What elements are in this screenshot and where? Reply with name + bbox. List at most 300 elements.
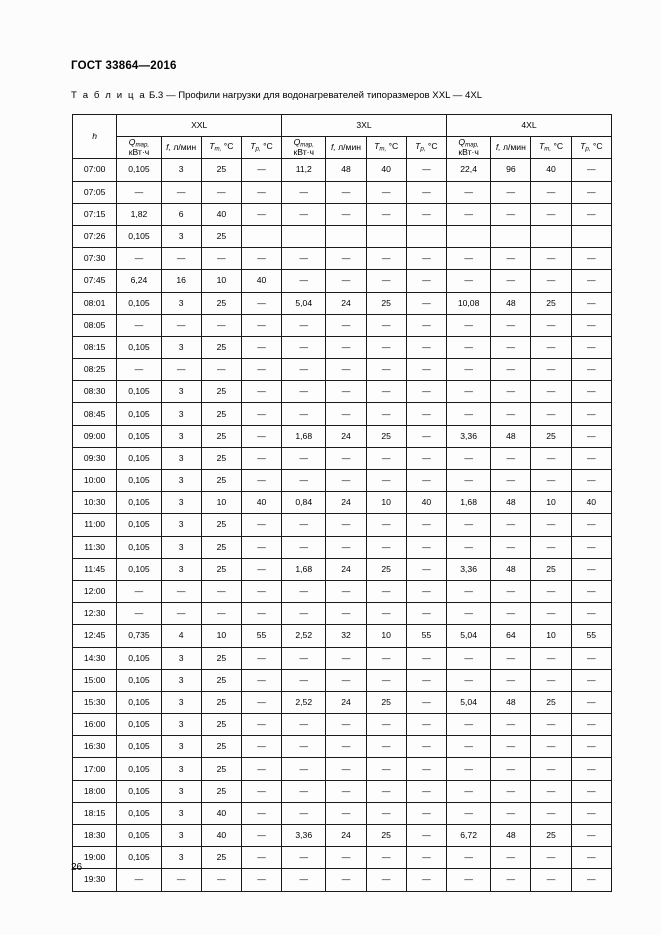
cell-x4-2: — [531, 869, 571, 891]
cell-x4-2: — [531, 403, 571, 425]
cell-x4-2: — [531, 603, 571, 625]
cell-x4-1: — [491, 403, 531, 425]
cell-xxl-0: 0,105 [117, 669, 161, 691]
cell-xxl-1: 3 [161, 292, 201, 314]
cell-x4-1: 48 [491, 292, 531, 314]
column-header-f-4xl: f, л/мин [491, 137, 531, 159]
cell-x4-3: — [571, 359, 611, 381]
cell-x4-1: — [491, 514, 531, 536]
cell-x3-1: — [326, 359, 366, 381]
group-header-4xl: 4XL [446, 115, 611, 137]
cell-x3-3: — [406, 691, 446, 713]
cell-x3-3: — [406, 669, 446, 691]
cell-x4-3: — [571, 714, 611, 736]
cell-time: 08:15 [73, 336, 117, 358]
cell-x3-2: 25 [366, 425, 406, 447]
table-row [73, 470, 612, 492]
cell-x3-3: — [406, 292, 446, 314]
cell-x4-2: — [531, 248, 571, 270]
cell-xxl-2: 25 [201, 336, 241, 358]
cell-x4-3 [571, 225, 611, 247]
cell-x3-1: — [326, 314, 366, 336]
cell-x4-0: 1,68 [446, 492, 490, 514]
cell-xxl-1: 6 [161, 203, 201, 225]
cell-x3-2: — [366, 603, 406, 625]
column-header-tm-3xl: $T_{m,}$ °C [366, 137, 406, 159]
cell-xxl-2: 25 [201, 847, 241, 869]
cell-x4-0: — [446, 714, 490, 736]
cell-x3-0: 0,84 [282, 492, 326, 514]
cell-x4-2: — [531, 359, 571, 381]
cell-xxl-0: — [117, 580, 161, 602]
table-row [73, 780, 612, 802]
cell-x3-1: — [326, 869, 366, 891]
cell-xxl-3: 40 [241, 270, 281, 292]
cell-x3-0: — [282, 580, 326, 602]
cell-time: 08:25 [73, 359, 117, 381]
cell-x4-2: — [531, 669, 571, 691]
cell-xxl-1: 3 [161, 847, 201, 869]
cell-x4-1: — [491, 714, 531, 736]
cell-xxl-3: 40 [241, 492, 281, 514]
cell-x4-2: — [531, 314, 571, 336]
cell-xxl-1: — [161, 580, 201, 602]
cell-x4-0: — [446, 403, 490, 425]
cell-x4-2: — [531, 780, 571, 802]
cell-xxl-1: 3 [161, 758, 201, 780]
cell-xxl-0: 0,105 [117, 714, 161, 736]
cell-x3-3: — [406, 758, 446, 780]
cell-xxl-1: 3 [161, 825, 201, 847]
cell-time: 09:00 [73, 425, 117, 447]
cell-x3-1: 24 [326, 292, 366, 314]
page-number: 26 [71, 862, 83, 873]
cell-xxl-0: 0,105 [117, 381, 161, 403]
cell-x3-2: — [366, 847, 406, 869]
cell-x3-2 [366, 225, 406, 247]
cell-xxl-2: — [201, 181, 241, 203]
table-row [73, 647, 612, 669]
table-row [73, 802, 612, 824]
cell-x3-0: — [282, 647, 326, 669]
cell-x3-0: — [282, 270, 326, 292]
cell-xxl-3: — [241, 647, 281, 669]
cell-x3-1: — [326, 802, 366, 824]
cell-time: 12:45 [73, 625, 117, 647]
cell-x3-0: — [282, 847, 326, 869]
cell-x4-2: 25 [531, 825, 571, 847]
cell-x4-2: — [531, 514, 571, 536]
cell-x4-2: 25 [531, 691, 571, 713]
cell-x3-1: — [326, 447, 366, 469]
cell-x4-2: — [531, 447, 571, 469]
table-row [73, 225, 612, 247]
cell-xxl-2: 25 [201, 758, 241, 780]
cell-xxl-3: — [241, 669, 281, 691]
cell-x4-2: 10 [531, 492, 571, 514]
cell-x4-0: — [446, 536, 490, 558]
table-row [73, 270, 612, 292]
table-row [73, 536, 612, 558]
cell-xxl-3: — [241, 780, 281, 802]
cell-time: 08:30 [73, 381, 117, 403]
cell-x3-1: — [326, 248, 366, 270]
cell-xxl-2: — [201, 314, 241, 336]
cell-x3-3: — [406, 780, 446, 802]
cell-time: 07:15 [73, 203, 117, 225]
cell-xxl-3: 55 [241, 625, 281, 647]
cell-xxl-1: — [161, 869, 201, 891]
cell-x3-1: — [326, 847, 366, 869]
cell-x4-1: — [491, 780, 531, 802]
cell-xxl-2: — [201, 580, 241, 602]
cell-x3-0 [282, 225, 326, 247]
cell-x3-1: — [326, 403, 366, 425]
cell-xxl-2: 10 [201, 625, 241, 647]
table-row [73, 691, 612, 713]
cell-x4-3: — [571, 691, 611, 713]
cell-xxl-3: — [241, 736, 281, 758]
cell-x3-1: — [326, 714, 366, 736]
cell-x3-2: — [366, 780, 406, 802]
cell-x3-0: — [282, 514, 326, 536]
cell-x4-1: — [491, 447, 531, 469]
cell-x4-0 [446, 225, 490, 247]
table-row [73, 248, 612, 270]
cell-x3-2: — [366, 514, 406, 536]
cell-x4-3: — [571, 758, 611, 780]
cell-x4-2: — [531, 203, 571, 225]
cell-x4-3: — [571, 314, 611, 336]
cell-xxl-1: 3 [161, 403, 201, 425]
cell-x3-0: — [282, 359, 326, 381]
cell-x4-0: — [446, 802, 490, 824]
cell-xxl-2: — [201, 869, 241, 891]
cell-x4-3: — [571, 159, 611, 181]
cell-x4-0: 22,4 [446, 159, 490, 181]
cell-xxl-0: — [117, 181, 161, 203]
cell-xxl-1: 3 [161, 780, 201, 802]
cell-time: 09:30 [73, 447, 117, 469]
cell-x3-3: — [406, 514, 446, 536]
table-caption-number: Б.3 [148, 90, 164, 101]
cell-x4-0: 5,04 [446, 625, 490, 647]
cell-x3-0: 5,04 [282, 292, 326, 314]
cell-x4-1: — [491, 270, 531, 292]
cell-x3-2: 10 [366, 625, 406, 647]
cell-time: 19:30 [73, 869, 117, 891]
cell-xxl-0: 0,105 [117, 159, 161, 181]
cell-x3-2: — [366, 869, 406, 891]
cell-x3-0: — [282, 714, 326, 736]
cell-x4-0: — [446, 336, 490, 358]
cell-xxl-3: — [241, 159, 281, 181]
group-header-3xl: 3XL [282, 115, 447, 137]
cell-x4-3: — [571, 736, 611, 758]
cell-time: 15:30 [73, 691, 117, 713]
cell-x4-3: — [571, 802, 611, 824]
cell-x4-1: 48 [491, 558, 531, 580]
cell-x3-3: — [406, 869, 446, 891]
table-body [73, 159, 612, 891]
cell-x4-2: — [531, 847, 571, 869]
cell-xxl-3: — [241, 403, 281, 425]
column-header-tp-xxl: $T_{p,}$ °C [241, 137, 281, 159]
cell-xxl-0: 0,105 [117, 647, 161, 669]
cell-x4-3: — [571, 536, 611, 558]
cell-x3-3: — [406, 736, 446, 758]
cell-xxl-3: — [241, 536, 281, 558]
cell-time: 11:45 [73, 558, 117, 580]
cell-xxl-0: — [117, 359, 161, 381]
cell-x4-1: — [491, 580, 531, 602]
cell-x3-0: 11,2 [282, 159, 326, 181]
cell-xxl-3: — [241, 603, 281, 625]
cell-x4-0: — [446, 248, 490, 270]
cell-x4-2: 25 [531, 425, 571, 447]
cell-x3-0: — [282, 181, 326, 203]
cell-x3-0: — [282, 203, 326, 225]
cell-x4-3: — [571, 470, 611, 492]
cell-x4-0: — [446, 181, 490, 203]
cell-time: 08:01 [73, 292, 117, 314]
cell-x4-1: — [491, 248, 531, 270]
cell-x4-3: — [571, 780, 611, 802]
cell-xxl-0: 0,735 [117, 625, 161, 647]
cell-x3-3: — [406, 714, 446, 736]
cell-x3-2: 25 [366, 292, 406, 314]
cell-x3-3: — [406, 603, 446, 625]
cell-xxl-1: 3 [161, 470, 201, 492]
cell-xxl-3: — [241, 869, 281, 891]
column-header-q-xxl: $Q_{тар,}$ кВт·ч [117, 137, 161, 159]
cell-xxl-1: 3 [161, 225, 201, 247]
cell-xxl-1: 16 [161, 270, 201, 292]
table-caption-text: — Профили нагрузки для водонагревателей типоразмеров XXL — 4XL [165, 90, 483, 101]
cell-x3-2: 25 [366, 691, 406, 713]
cell-x4-3: — [571, 336, 611, 358]
cell-x4-0: — [446, 514, 490, 536]
table-row [73, 181, 612, 203]
cell-xxl-1: 3 [161, 714, 201, 736]
cell-x3-2: — [366, 758, 406, 780]
table-row [73, 381, 612, 403]
cell-x4-2: — [531, 758, 571, 780]
cell-xxl-2: 25 [201, 514, 241, 536]
table-row [73, 558, 612, 580]
cell-time: 07:45 [73, 270, 117, 292]
cell-x3-1: — [326, 381, 366, 403]
cell-x3-2: — [366, 203, 406, 225]
cell-xxl-2: 25 [201, 736, 241, 758]
cell-x4-0: — [446, 447, 490, 469]
cell-x3-2: — [366, 647, 406, 669]
cell-xxl-2: 25 [201, 536, 241, 558]
cell-xxl-2: 25 [201, 558, 241, 580]
cell-xxl-3: — [241, 203, 281, 225]
cell-time: 11:30 [73, 536, 117, 558]
cell-time: 07:26 [73, 225, 117, 247]
cell-x3-0: — [282, 336, 326, 358]
cell-time: 10:30 [73, 492, 117, 514]
cell-xxl-1: 3 [161, 691, 201, 713]
cell-x4-0: — [446, 780, 490, 802]
cell-xxl-2: 25 [201, 425, 241, 447]
cell-x4-2: — [531, 580, 571, 602]
cell-xxl-1: 3 [161, 425, 201, 447]
column-header-time: h [73, 115, 117, 159]
cell-x3-1: — [326, 536, 366, 558]
cell-x4-1: 96 [491, 159, 531, 181]
cell-xxl-0: — [117, 603, 161, 625]
cell-x3-2: — [366, 359, 406, 381]
cell-x3-1: — [326, 758, 366, 780]
cell-x3-3: — [406, 181, 446, 203]
table-row [73, 292, 612, 314]
cell-xxl-0: 0,105 [117, 225, 161, 247]
cell-x3-2: — [366, 181, 406, 203]
cell-x4-3: — [571, 447, 611, 469]
cell-x4-1: 48 [491, 425, 531, 447]
column-header-tm-4xl: $T_{m,}$ °C [531, 137, 571, 159]
cell-time: 10:00 [73, 470, 117, 492]
table-row [73, 447, 612, 469]
table-caption [71, 90, 482, 101]
cell-x3-1: 24 [326, 825, 366, 847]
cell-x3-1: — [326, 580, 366, 602]
cell-xxl-2: 25 [201, 647, 241, 669]
cell-xxl-2: 10 [201, 270, 241, 292]
cell-x4-2: — [531, 536, 571, 558]
table-row [73, 758, 612, 780]
cell-x4-0: — [446, 359, 490, 381]
cell-xxl-2: 25 [201, 447, 241, 469]
cell-time: 19:00 [73, 847, 117, 869]
cell-xxl-0: 0,105 [117, 558, 161, 580]
cell-xxl-3: — [241, 359, 281, 381]
cell-x3-0: 2,52 [282, 625, 326, 647]
cell-xxl-1: 3 [161, 558, 201, 580]
cell-x3-2: 10 [366, 492, 406, 514]
cell-x3-3: — [406, 536, 446, 558]
cell-xxl-0: — [117, 314, 161, 336]
cell-x4-1: — [491, 203, 531, 225]
cell-xxl-0: 0,105 [117, 691, 161, 713]
cell-x3-2: — [366, 736, 406, 758]
table-row [73, 159, 612, 181]
cell-x4-0: — [446, 847, 490, 869]
cell-xxl-0: 0,105 [117, 780, 161, 802]
cell-x3-3: — [406, 847, 446, 869]
cell-x4-2: — [531, 802, 571, 824]
table-row [73, 825, 612, 847]
cell-x4-2: 25 [531, 558, 571, 580]
cell-xxl-3 [241, 225, 281, 247]
cell-xxl-3: — [241, 425, 281, 447]
cell-time: 07:00 [73, 159, 117, 181]
cell-xxl-1: — [161, 603, 201, 625]
cell-x3-0: — [282, 403, 326, 425]
cell-x3-3: — [406, 558, 446, 580]
cell-x4-3: — [571, 847, 611, 869]
cell-x3-3: — [406, 802, 446, 824]
cell-x4-2: — [531, 714, 571, 736]
cell-xxl-2: 25 [201, 780, 241, 802]
cell-x3-0: — [282, 758, 326, 780]
cell-x3-0: — [282, 248, 326, 270]
column-header-q-3xl: $Q_{тар,}$ кВт·ч [282, 137, 326, 159]
cell-x4-1: — [491, 381, 531, 403]
cell-x4-1: 48 [491, 825, 531, 847]
cell-x4-0: — [446, 314, 490, 336]
cell-xxl-0: 0,105 [117, 292, 161, 314]
cell-xxl-1: 3 [161, 647, 201, 669]
table-caption-prefix: Т а б л и ц а [71, 90, 147, 101]
cell-x4-2 [531, 225, 571, 247]
cell-x3-3: — [406, 403, 446, 425]
cell-x4-0: — [446, 669, 490, 691]
cell-time: 18:30 [73, 825, 117, 847]
cell-xxl-3: — [241, 336, 281, 358]
cell-x3-2: — [366, 536, 406, 558]
cell-time: 12:30 [73, 603, 117, 625]
cell-x3-1: — [326, 669, 366, 691]
cell-x4-1: — [491, 847, 531, 869]
table-row [73, 492, 612, 514]
cell-xxl-1: 3 [161, 736, 201, 758]
cell-x4-3: — [571, 825, 611, 847]
cell-x3-3: — [406, 248, 446, 270]
cell-time: 07:05 [73, 181, 117, 203]
cell-time: 18:00 [73, 780, 117, 802]
cell-xxl-1: 3 [161, 514, 201, 536]
table-row [73, 847, 612, 869]
cell-x4-2: — [531, 647, 571, 669]
cell-xxl-2: 25 [201, 403, 241, 425]
table-row [73, 736, 612, 758]
cell-x4-0: — [446, 758, 490, 780]
cell-x3-3: — [406, 447, 446, 469]
column-header-tp-3xl: $T_{p,}$ °C [406, 137, 446, 159]
cell-xxl-0: 0,105 [117, 736, 161, 758]
cell-time: 16:00 [73, 714, 117, 736]
cell-xxl-2: 25 [201, 669, 241, 691]
group-header-xxl: XXL [117, 115, 282, 137]
cell-xxl-2: 40 [201, 802, 241, 824]
cell-x4-1: — [491, 669, 531, 691]
cell-x3-1: — [326, 270, 366, 292]
cell-xxl-3: — [241, 470, 281, 492]
table-row [73, 669, 612, 691]
cell-x4-3: — [571, 558, 611, 580]
cell-x4-3: 40 [571, 492, 611, 514]
cell-x3-2: — [366, 314, 406, 336]
cell-x4-0: — [446, 647, 490, 669]
cell-x4-2: — [531, 336, 571, 358]
cell-xxl-1: 3 [161, 802, 201, 824]
cell-x3-0: 2,52 [282, 691, 326, 713]
cell-x3-1: 48 [326, 159, 366, 181]
cell-xxl-3: — [241, 714, 281, 736]
cell-x4-3: 55 [571, 625, 611, 647]
cell-x3-3: — [406, 647, 446, 669]
cell-xxl-3: — [241, 181, 281, 203]
cell-x3-1: 24 [326, 691, 366, 713]
cell-x3-1: — [326, 470, 366, 492]
load-profiles-table [72, 114, 612, 892]
cell-x4-1: — [491, 603, 531, 625]
cell-x4-0: 3,36 [446, 558, 490, 580]
